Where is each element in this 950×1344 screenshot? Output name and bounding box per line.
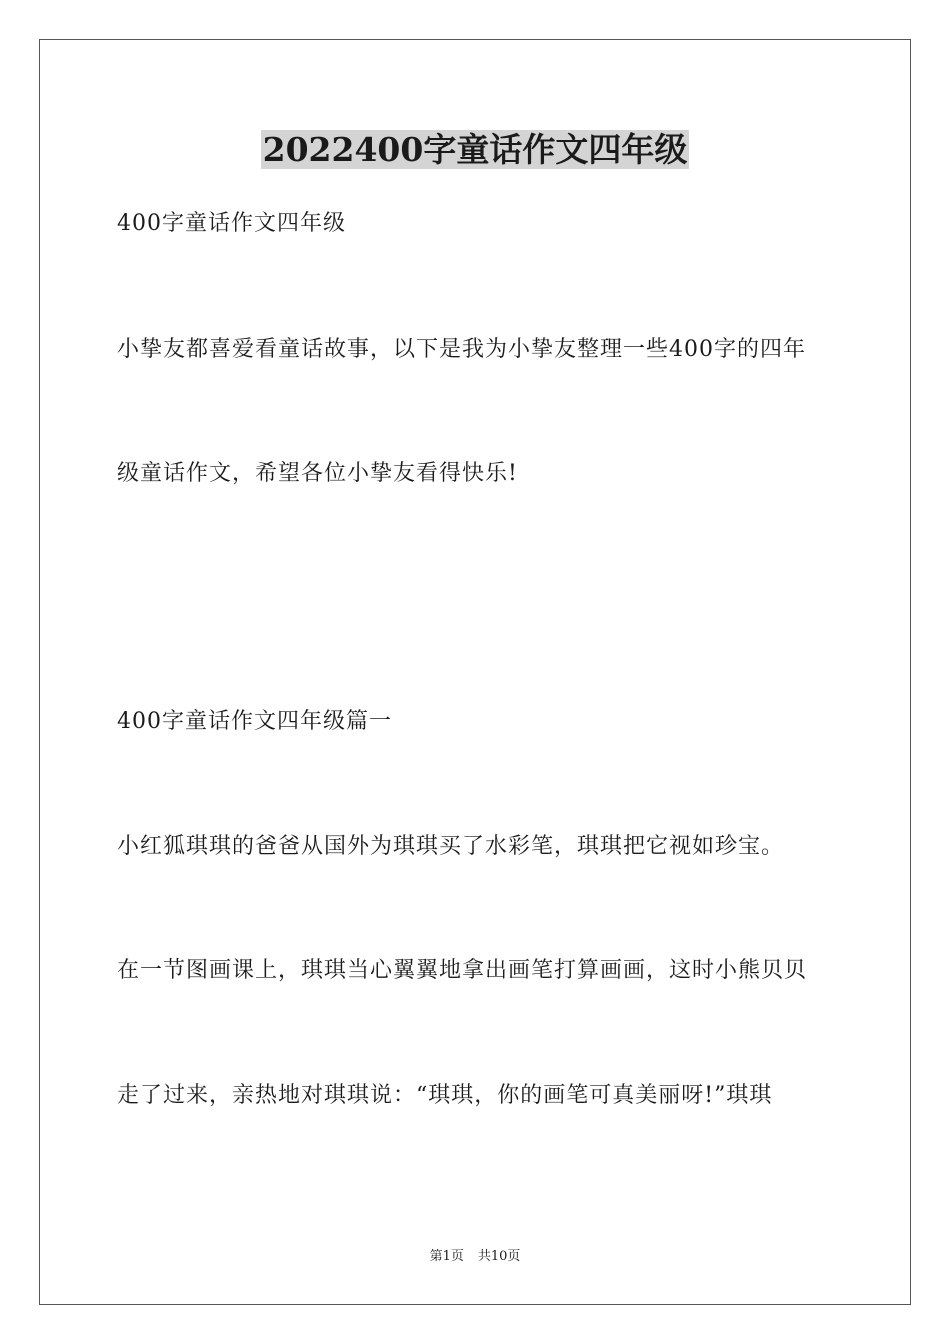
page-total: 共10页 (477, 1249, 521, 1264)
story-line-1: 小红狐琪琪的爸爸从国外为琪琪买了水彩笔，琪琪把它视如珍宝。 (117, 834, 785, 859)
page-number: 第1页 (429, 1249, 464, 1264)
intro-line-2: 级童话作文，希望各位小挚友看得快乐! (117, 461, 518, 486)
page-footer (0, 1248, 950, 1266)
story-line-2: 在一节图画课上，琪琪当心翼翼地拿出画笔打算画画，这时小熊贝贝 (117, 958, 808, 983)
intro-line-1: 小挚友都喜爱看童话故事，以下是我为小挚友整理一些400字的四年 (117, 337, 806, 362)
document-title-text: 2022400字童话作文四年级 (262, 130, 688, 169)
subtitle-line: 400字童话作文四年级 (117, 211, 346, 236)
document-title (0, 128, 950, 172)
story-line-3: 走了过来，亲热地对琪琪说：“琪琪，你的画笔可真美丽呀!”琪琪 (117, 1083, 773, 1108)
section-heading: 400字童话作文四年级篇一 (117, 709, 392, 734)
